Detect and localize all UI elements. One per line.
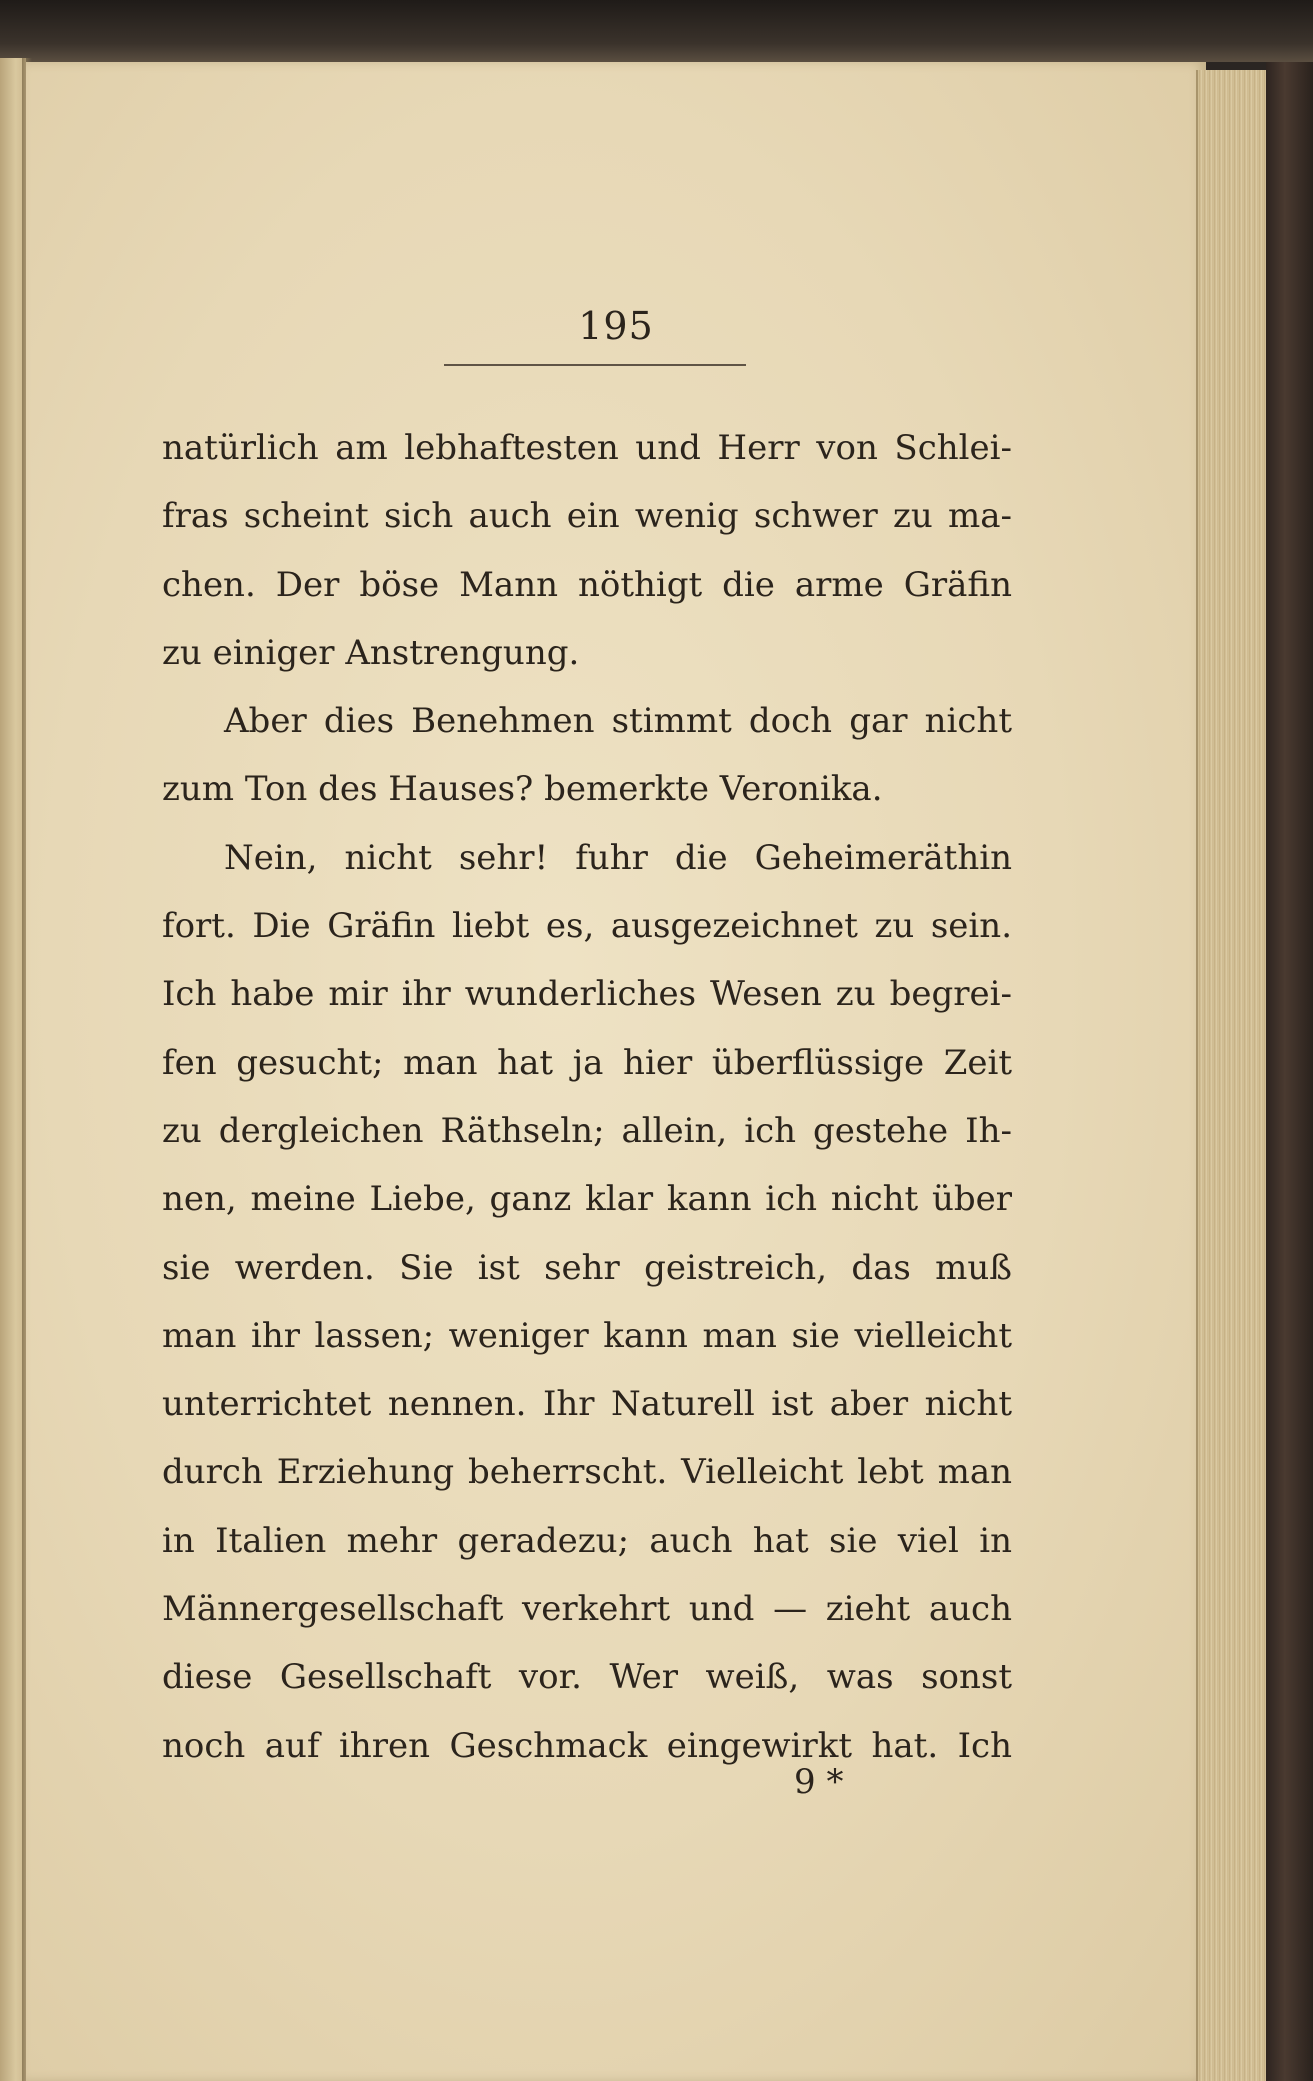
text-line: Nein, nicht sehr! fuhr die Geheimeräthin [224, 837, 1012, 878]
header-rule [444, 364, 746, 366]
text-line: chen. Der böse Mann nöthigt die arme Gräfin [162, 564, 1012, 605]
text-line: nen, meine Liebe, ganz klar kann ich nicht über [162, 1179, 1012, 1220]
text-line: durch Erziehung beherrscht. Vielleicht lebt man [162, 1452, 1012, 1493]
text-line: unterrichtet nennen. Ihr Naturell ist aber nicht [162, 1384, 1012, 1425]
text-line: zu einiger Anstrengung. [162, 632, 580, 673]
text-line: fort. Die Gräfin liebt es, ausgezeichnet zu sein. [162, 906, 1012, 947]
text-line: zum Ton des Hauses? bemerkte Veronika. [162, 769, 883, 810]
book-top-edge [0, 0, 1313, 62]
book-cover-edge [1266, 62, 1313, 2081]
page-number: 195 [578, 304, 654, 348]
text-line: man ihr lassen; weniger kann man sie vielleicht [162, 1315, 1012, 1356]
text-line: zu dergleichen Räthseln; allein, ich gestehe Ih- [162, 1110, 1012, 1151]
page-block-edges [1196, 70, 1268, 2081]
text-line: sie werden. Sie ist sehr geistreich, das muß [162, 1247, 1012, 1288]
text-line: Männergesellschaft verkehrt und — zieht auch [162, 1589, 1012, 1630]
text-line: in Italien mehr geradezu; auch hat sie viel in [162, 1520, 1012, 1561]
signature-mark: 9 * [794, 1762, 844, 1802]
text-line: Ich habe mir ihr wunderliches Wesen zu begrei- [162, 974, 1012, 1015]
body-text [162, 414, 1012, 1780]
text-line: noch auf ihren Geschmack eingewirkt hat. Ich [162, 1725, 1012, 1766]
text-line: Aber dies Benehmen stimmt doch gar nicht [224, 701, 1012, 742]
text-line: diese Gesellschaft vor. Wer weiß, was sonst [162, 1657, 1012, 1698]
book-page [26, 62, 1206, 2081]
text-line: natürlich am lebhaftesten und Herr von Schlei- [162, 428, 1012, 468]
text-line: fras scheint sich auch ein wenig schwer zu ma- [162, 496, 1012, 537]
text-line: fen gesucht; man hat ja hier überflüssige Zeit [162, 1042, 1012, 1083]
